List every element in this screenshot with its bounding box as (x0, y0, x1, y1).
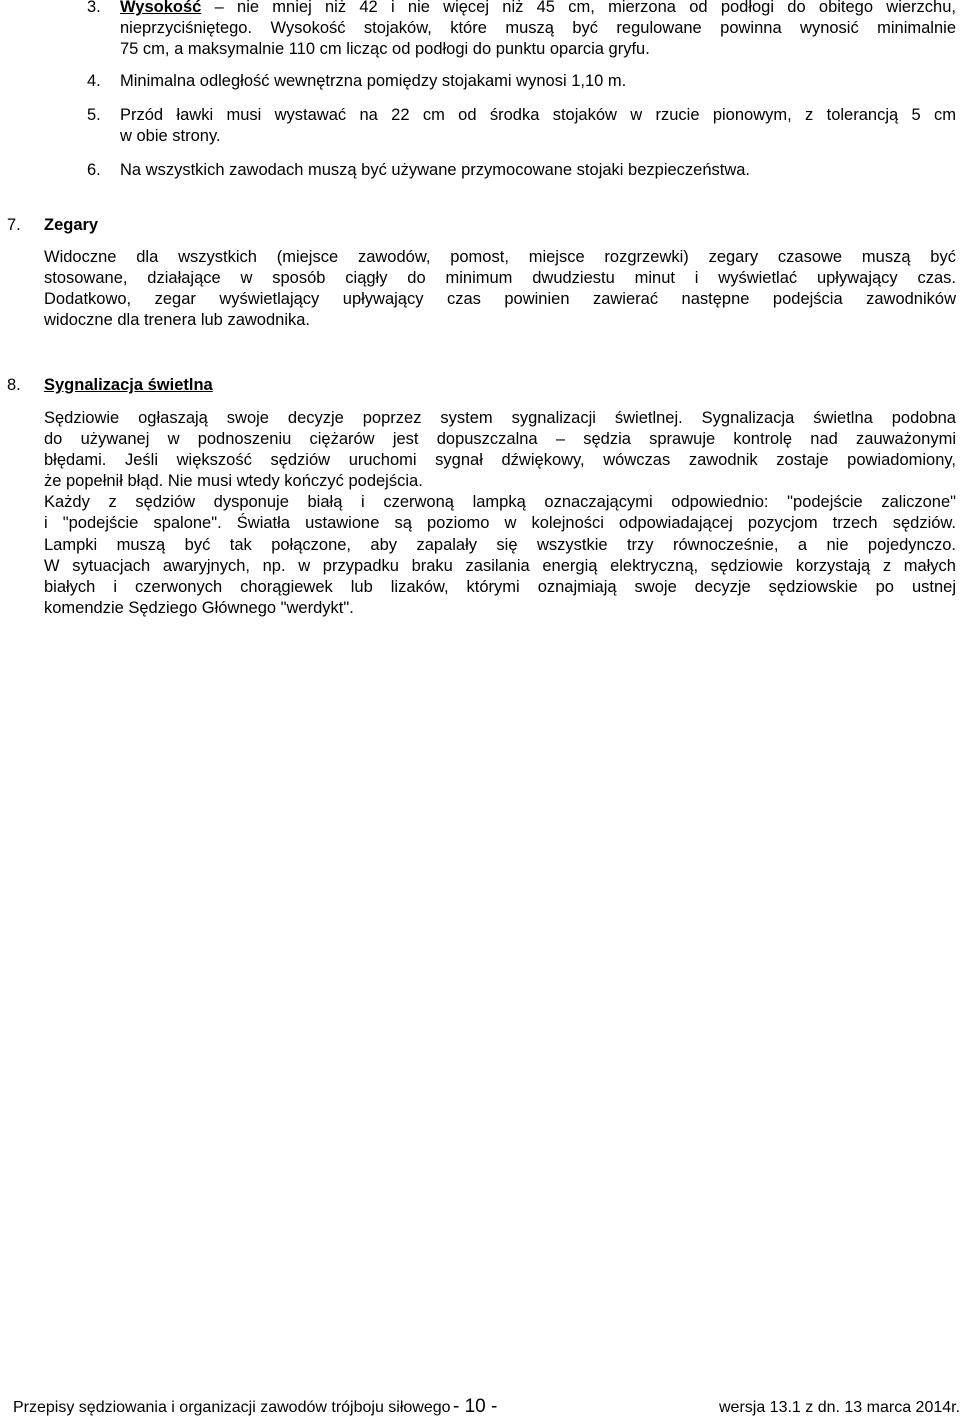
item-3-title: Wysokość (120, 0, 202, 16)
paragraph-line: W sytuacjach awaryjnych, np. w przypadku braku zasilania energią elektryczną, sędziowie korzystają z małych (44, 557, 956, 575)
paragraph-line: błędami. Jeśli większość sędziów uruchomi sygnał dźwiękowy, wówczas zawodnik zostaje powiadomiony, (44, 451, 956, 469)
item-number: 6. (87, 161, 101, 179)
section-heading: Zegary (44, 216, 99, 234)
section-number: 7. (7, 216, 21, 234)
item-number: 4. (87, 72, 101, 90)
item-3-line-1 (120, 0, 956, 18)
paragraph-line: Sędziowie ogłaszają swoje decyzje poprzez system sygnalizacji świetlnej. Sygnalizacja świetlna podobna (44, 409, 956, 427)
item-4-text: Minimalna odległość wewnętrzna pomiędzy stojakami wynosi 1,10 m. (120, 72, 627, 90)
section-number: 8. (7, 376, 21, 394)
paragraph-line: białych i czerwonych chorągiewek lub lizaków, którymi oznajmiają swoje decyzje sędziowskie po ustnej (44, 578, 956, 596)
item-3-line-3: 75 cm, a maksymalnie 110 cm licząc od podłogi do punktu oparcia gryfu. (120, 40, 650, 58)
paragraph-line: Lampki muszą być tak połączone, aby zapalały się wszystkie trzy równocześnie, a nie pojedynczo. (44, 536, 956, 554)
paragraph-line: stosowane, działające w sposób ciągły do minimum dwudziestu minut i wyświetlać upływający czas. (44, 269, 956, 287)
item-5-line-1: Przód ławki musi wystawać na 22 cm od środka stojaków w rzucie pionowym, z tolerancją 5 cm (120, 106, 956, 124)
page-number: - 10 - (453, 1396, 498, 1417)
item-3-line-1-text: – nie mniej niż 42 i nie więcej niż 45 cm, mierzona od podłogi do obitego wierzchu, (214, 0, 956, 16)
paragraph-line: i "podejście spalone". Światła ustawione są poziomo w kolejności odpowiadającej pozycjom trzech sędziów. (44, 514, 956, 532)
paragraph-line: widoczne dla trenera lub zawodnika. (44, 311, 310, 329)
item-number: 5. (87, 106, 101, 124)
item-6-text: Na wszystkich zawodach muszą być używane przymocowane stojaki bezpieczeństwa. (120, 161, 751, 179)
paragraph-line: do używanej w podnoszeniu ciężarów jest dopuszczalna – sędzia sprawuje kontrolę nad zauważonymi (44, 430, 956, 448)
paragraph-line: Dodatkowo, zegar wyświetlający upływający czas powinien zawierać następne podejścia zawodników (44, 290, 956, 308)
item-3-line-2: nieprzyciśniętego. Wysokość stojaków, które muszą być regulowane powinna wynosić minimalnie (120, 19, 956, 37)
paragraph-line: Widoczne dla wszystkich (miejsce zawodów, pomost, miejsce rozgrzewki) zegary czasowe muszą być (44, 248, 956, 266)
paragraph-line: komendzie Sędziego Głównego "werdykt". (44, 599, 354, 617)
footer-version: wersja 13.1 z dn. 13 marca 2014r. (719, 1399, 960, 1416)
paragraph-line: że popełnił błąd. Nie musi wtedy kończyć podejścia. (44, 472, 423, 490)
item-5-line-2: w obie strony. (120, 127, 221, 145)
paragraph-line: Każdy z sędziów dysponuje białą i czerwoną lampką oznaczającymi odpowiednio: "podejście zaliczone" (44, 493, 956, 511)
section-heading: Sygnalizacja świetlna (44, 376, 213, 394)
item-number: 3. (87, 0, 101, 16)
footer-title: Przepisy sędziowania i organizacji zawodów trójboju siłowego (13, 1399, 451, 1416)
